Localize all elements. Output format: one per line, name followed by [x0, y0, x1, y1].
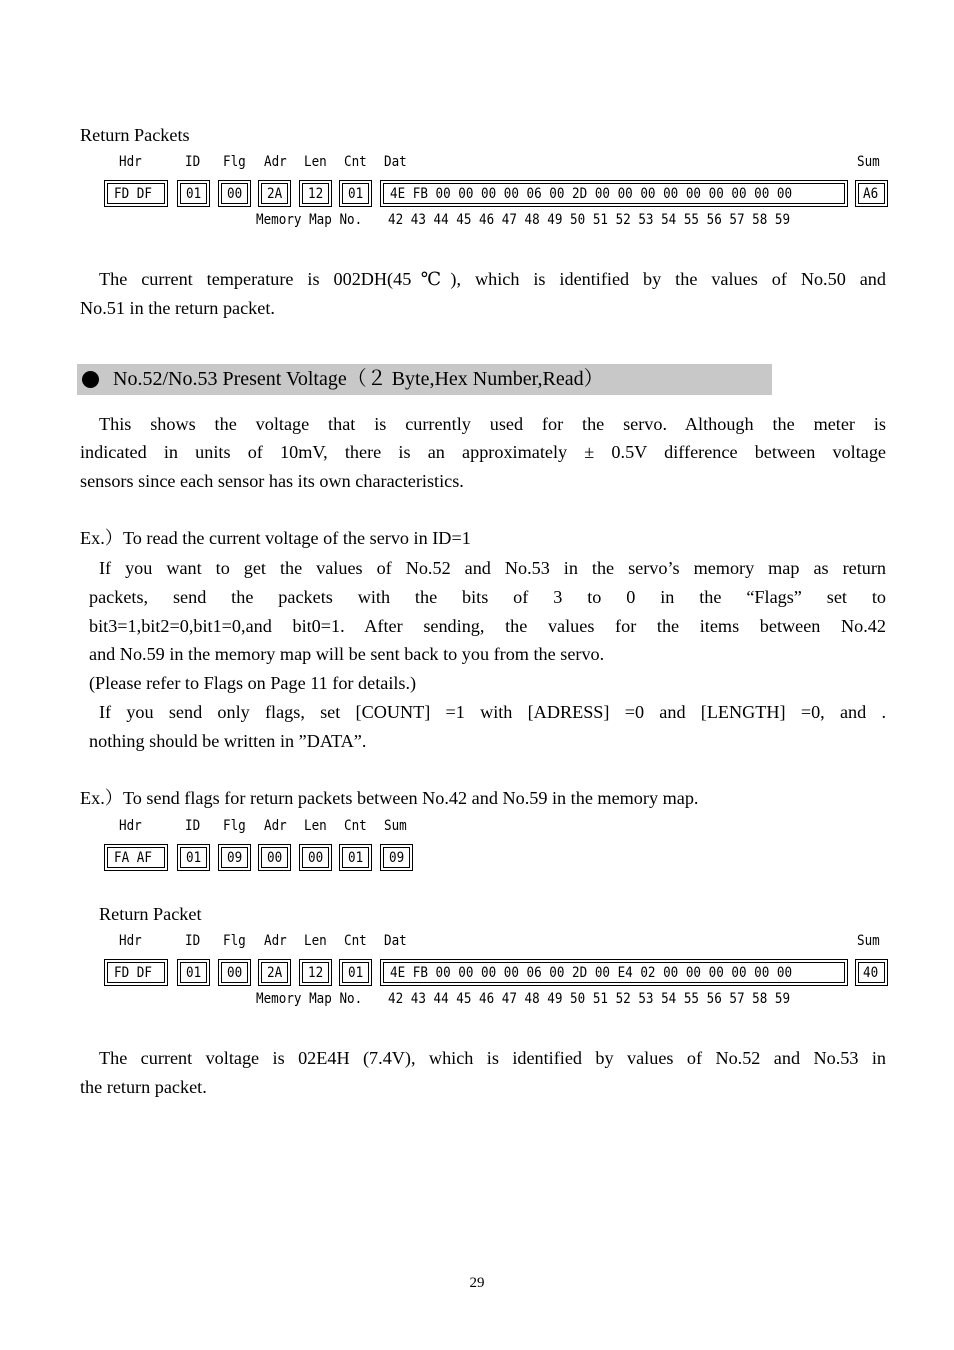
example1-line5: (Please refer to Flags on Page 11 for details.)	[89, 673, 417, 693]
len-value: 00	[308, 850, 324, 866]
len-value: 12	[308, 965, 324, 981]
sum-value: 09	[389, 850, 405, 866]
sum-value: 40	[863, 965, 879, 981]
hdr-label: Hdr	[119, 154, 142, 170]
len-box	[299, 959, 332, 986]
len-label: Len	[304, 933, 327, 949]
hdr-value: FD DF	[114, 965, 152, 981]
sum-label: Sum	[384, 818, 407, 834]
voltage-result-line1: The current voltage is 02E4H (7.4V), which is identified by values of No.52 and No.53 in	[99, 1048, 886, 1068]
hdr-label: Hdr	[119, 933, 142, 949]
len-label: Len	[304, 818, 327, 834]
temperature-text-line1: The current temperature is 002DH(45℃), which is identified by the values of No.50 and	[99, 269, 886, 289]
cnt-value: 01	[348, 186, 364, 202]
cnt-value: 01	[348, 965, 364, 981]
sum-box	[855, 959, 888, 986]
memory-map-label: Memory Map No.	[256, 212, 363, 228]
adr-box	[258, 180, 291, 207]
len-label: Len	[304, 154, 327, 170]
voltage-desc-line3: sensors since each sensor has its own characteristics.	[80, 471, 464, 491]
len-box	[299, 180, 332, 207]
dat-box	[380, 180, 848, 207]
hdr-value: FA AF	[114, 850, 152, 866]
cnt-value: 01	[348, 850, 364, 866]
adr-value: 2A	[267, 186, 283, 202]
hdr-box	[104, 959, 168, 986]
cnt-box	[339, 844, 372, 871]
memory-map-numbers: 42 43 44 45 46 47 48 49 50 51 52 53 54 55 56 57 58 59	[388, 212, 791, 228]
sum-label: Sum	[857, 933, 880, 949]
hdr-value: FD DF	[114, 186, 152, 202]
adr-box	[258, 844, 291, 871]
example2-title: Ex.）To send flags for return packets between No.42 and No.59 in the memory map.	[80, 788, 699, 808]
flg-value: 09	[227, 850, 243, 866]
section-heading: No.52/No.53 Present Voltage（２ Byte,Hex Number,Read）	[113, 368, 604, 390]
adr-label: Adr	[264, 818, 287, 834]
flg-value: 00	[227, 965, 243, 981]
dat-box	[380, 959, 848, 986]
sum-box	[855, 180, 888, 207]
id-box	[177, 844, 210, 871]
len-box	[299, 844, 332, 871]
memory-map-label: Memory Map No.	[256, 991, 363, 1007]
id-label: ID	[185, 154, 201, 170]
flg-value: 00	[227, 186, 243, 202]
example1-line7: nothing should be written in ”DATA”.	[89, 731, 367, 751]
cnt-box	[339, 180, 372, 207]
cnt-label: Cnt	[344, 818, 367, 834]
dat-label: Dat	[384, 154, 407, 170]
example1-line3: bit3=1,bit2=0,bit1=0,and bit0=1. After sending, the values for the items between No.42	[89, 616, 886, 636]
adr-value: 00	[267, 850, 283, 866]
id-value: 01	[186, 186, 202, 202]
adr-value: 2A	[267, 965, 283, 981]
flg-box	[218, 959, 251, 986]
len-value: 12	[308, 186, 324, 202]
dat-label: Dat	[384, 933, 407, 949]
example1-line2: packets, send the packets with the bits of 3 to 0 in the “Flags” set to	[89, 587, 886, 607]
id-box	[177, 180, 210, 207]
dat-value: 4E FB 00 00 00 00 06 00 2D 00 00 00 00 00 00 00 00 00	[390, 186, 793, 202]
adr-label: Adr	[264, 933, 287, 949]
adr-label: Adr	[264, 154, 287, 170]
voltage-desc-line2: indicated in units of 10mV, there is an approximately ± 0.5V difference between voltage	[80, 442, 886, 462]
page-number: 29	[469, 1275, 485, 1291]
hdr-label: Hdr	[119, 818, 142, 834]
id-value: 01	[186, 850, 202, 866]
voltage-result-line2: the return packet.	[80, 1077, 207, 1097]
return-packets-title: Return Packets	[80, 125, 190, 145]
id-box	[177, 959, 210, 986]
id-label: ID	[185, 818, 201, 834]
adr-box	[258, 959, 291, 986]
hdr-box	[104, 844, 168, 871]
flg-label: Flg	[223, 933, 246, 949]
sum-value: A6	[863, 186, 879, 202]
memory-map-numbers: 42 43 44 45 46 47 48 49 50 51 52 53 54 55 56 57 58 59	[388, 991, 791, 1007]
flg-box	[218, 844, 251, 871]
cnt-label: Cnt	[344, 933, 367, 949]
sum-label: Sum	[857, 154, 880, 170]
example1-line4: and No.59 in the memory map will be sent back to you from the servo.	[89, 644, 605, 664]
example1-line1: If you want to get the values of No.52 and No.53 in the servo’s memory map as return	[99, 558, 886, 578]
flg-label: Flg	[223, 818, 246, 834]
return-packet-title: Return Packet	[99, 904, 202, 924]
sum-box	[380, 844, 413, 871]
flg-box	[218, 180, 251, 207]
temperature-text-line2: No.51 in the return packet.	[80, 298, 275, 318]
voltage-desc-line1: This shows the voltage that is currently used for the servo. Although the meter is	[99, 414, 886, 434]
cnt-box	[339, 959, 372, 986]
example1-title: Ex.）To read the current voltage of the servo in ID=1	[80, 528, 471, 548]
bullet-icon	[82, 371, 99, 388]
flg-label: Flg	[223, 154, 246, 170]
dat-value: 4E FB 00 00 00 00 06 00 2D 00 E4 02 00 00 00 00 00 00	[390, 965, 793, 981]
hdr-box	[104, 180, 168, 207]
id-label: ID	[185, 933, 201, 949]
id-value: 01	[186, 965, 202, 981]
example1-line6: If you send only flags, set [COUNT] =1 with [ADRESS] =0 and [LENGTH] =0, and .	[99, 702, 886, 722]
cnt-label: Cnt	[344, 154, 367, 170]
